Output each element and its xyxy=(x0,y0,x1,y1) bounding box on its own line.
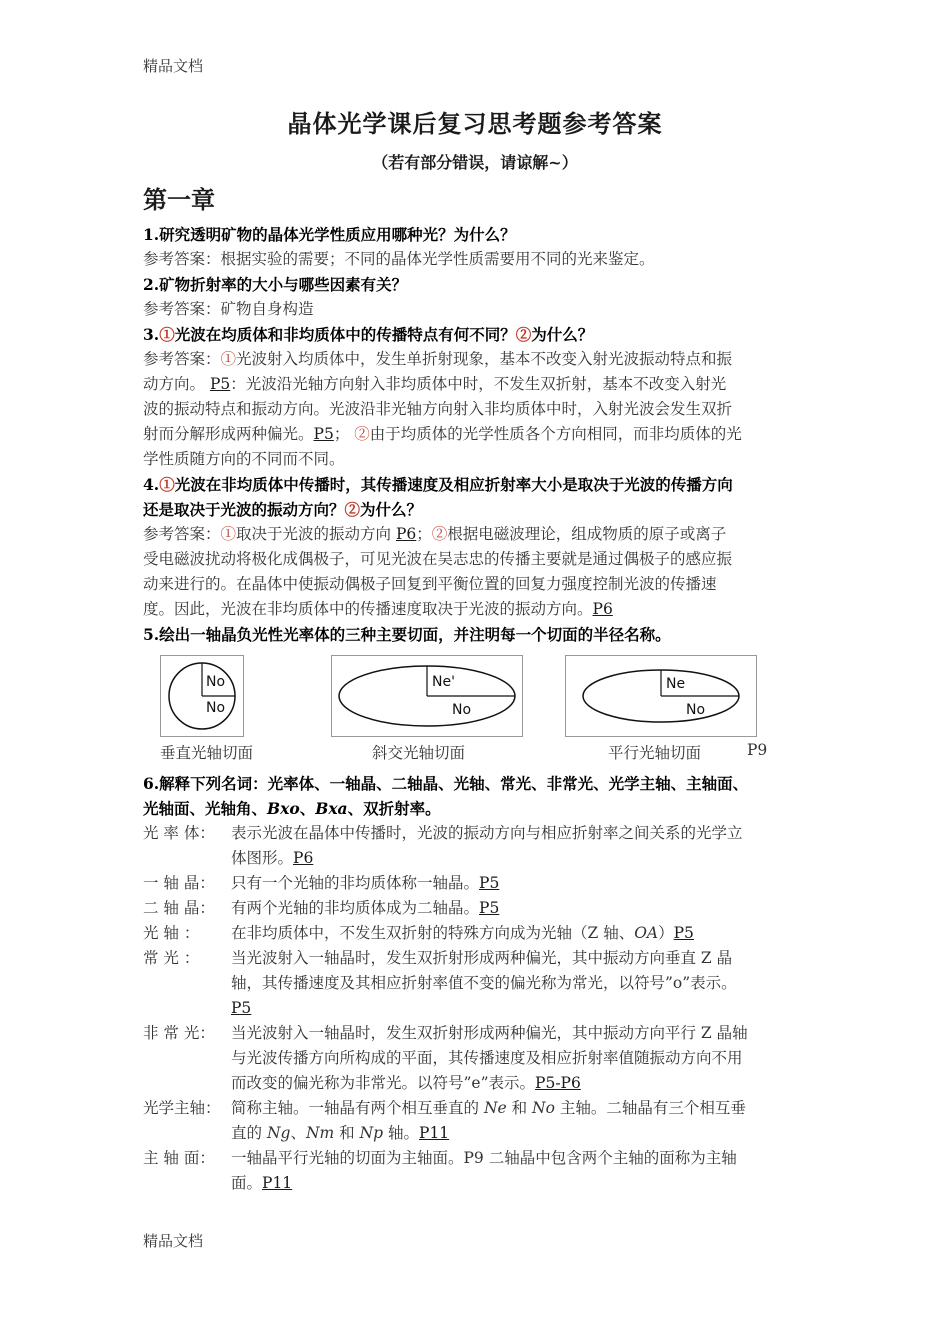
question-5: 5.绘出一轴晶负光性光率体的三种主要切面，并注明每一个切面的半径名称。 xyxy=(143,625,671,644)
question-4-line-2: 还是取决于光波的振动方向？②为什么？ xyxy=(143,500,423,519)
page-ref: P5 xyxy=(231,999,252,1017)
radius-label: No xyxy=(686,702,706,718)
chapter-heading: 第一章 xyxy=(143,185,215,214)
document-body xyxy=(143,222,823,1196)
caption-oblique: 斜交光轴切面 xyxy=(372,744,466,762)
page-ref: P5 xyxy=(313,425,334,443)
perpendicular-section-diagram xyxy=(160,655,244,737)
question-6-line-1: 6.解释下列名词：光率体、一轴晶、二轴晶、光轴、常光、非常光、光学主轴、主轴面、 xyxy=(143,774,749,793)
question-4-line-1: 4.①光波在非均质体中传播时，其传播速度及相应折射率大小是取决于光波的传播方向 xyxy=(143,475,733,494)
term-ordinary-ray: 常 光 ： 当光波射入一轴晶时，发生双折射形成两种偏光，其中振动方向垂直 Z 晶 xyxy=(143,949,733,967)
caption-perpendicular: 垂直光轴切面 xyxy=(160,744,254,762)
term-principal-section: 主 轴 面： 一轴晶平行光轴的切面为主轴面。P9 二轴晶中包含两个主轴的面称为主轴 xyxy=(143,1149,737,1167)
term-extraordinary-ray-cont2: 而改变的偏光称为非常光。以符号”e”表示。P5-P6 xyxy=(231,1074,581,1092)
term-extraordinary-ray: 非 常 光： 当光波射入一轴晶时，发生双折射形成两种偏光，其中振动方向平行 Z 晶轴 xyxy=(143,1024,748,1042)
radius-label: No xyxy=(206,700,226,716)
term-biaxial: 二 轴 晶： 有两个光轴的非均质体成为二轴晶。P5 xyxy=(143,899,500,917)
page-ref: P6 xyxy=(293,849,314,867)
radius-label: Ne xyxy=(666,676,686,692)
question-1: 1.研究透明矿物的晶体光学性质应用哪种光？为什么？ xyxy=(143,225,516,244)
indicatrix-sections xyxy=(143,649,823,741)
page-footer-label: 精品文档 xyxy=(143,1232,204,1250)
radius-label: Ne' xyxy=(432,674,455,690)
question-2: 2.矿物折射率的大小与哪些因素有关？ xyxy=(143,275,408,294)
term-ordinary-ray-cont: 轴，其传播速度及其相应折射率值不变的偏光称为常光，以符号”o”表示。 xyxy=(231,974,737,992)
answer-1: 参考答案：根据实验的需要；不同的晶体光学性质需要用不同的光来鉴定。 xyxy=(143,250,655,268)
page-ref: P5 xyxy=(673,924,694,942)
document-title: 晶体光学课后复习思考题参考答案 xyxy=(287,109,663,138)
answer-3-line-1: 参考答案：①光波射入均质体中，发生单折射现象，基本不改变入射光波振动特点和振 xyxy=(143,350,733,368)
page-ref: P5 xyxy=(479,874,500,892)
question-3: 3.①光波在均质体和非均质体中的传播特点有何不同？②为什么？ xyxy=(143,325,594,344)
page-ref: P6 xyxy=(395,525,417,543)
page-ref: P5-P6 xyxy=(535,1074,581,1092)
answer-3-line-2: 动方向。 P5：光波沿光轴方向射入非均质体中时，不发生双折射，基本不改变入射光 xyxy=(143,375,727,393)
answer-3-line-4: 射而分解形成两种偏光。P5； ②由于均质体的光学性质各个方向相同，而非均质体的光 xyxy=(143,425,742,443)
answer-4-line-1: 参考答案：①取决于光波的振动方向 P6；②根据电磁波理论，组成物质的原子或离子 xyxy=(143,525,727,543)
term-ordinary-ray-ref xyxy=(143,996,823,1021)
term-optic-axis: 光 轴 ： 在非均质体中，不发生双折射的特殊方向成为光轴（Z 轴、OA）P5 xyxy=(143,924,694,942)
page-ref: P6 xyxy=(592,600,613,618)
term-principal-axis-cont: 直的 Ng、Nm 和 Np 轴。P11 xyxy=(231,1124,450,1142)
answer-4-line-4: 度。因此，光波在非均质体中的传播速度取决于光波的振动方向。P6 xyxy=(143,600,613,618)
page-ref: P11 xyxy=(419,1124,450,1142)
diagram-captions xyxy=(143,741,823,771)
radius-label: No xyxy=(206,674,226,690)
answer-3-line-5: 学性质随方向的不同而不同。 xyxy=(143,450,345,468)
answer-4-line-2: 受电磁波扰动将极化成偶极子，可见光波在吴志忠的传播主要就是通过偶极子的感应振 xyxy=(143,550,733,568)
caption-parallel: 平行光轴切面 xyxy=(608,744,702,762)
page-ref: P11 xyxy=(262,1174,293,1192)
page-ref: P5 xyxy=(479,899,500,917)
term-indicatrix: 光 率 体： 表示光波在晶体中传播时，光波的振动方向与相应折射率之间关系的光学立 xyxy=(143,824,743,842)
question-6-line-2: 光轴面、光轴角、Bxo、Bxa、双折射率。 xyxy=(143,799,441,818)
answer-4-line-3: 动来进行的。在晶体中使振动偶极子回复到平衡位置的回复力强度控制光波的传播速 xyxy=(143,575,717,593)
answer-3-line-3: 波的振动特点和振动方向。光波沿非光轴方向射入非均质体中时，入射光波会发生双折 xyxy=(143,400,733,418)
term-extraordinary-ray-cont: 与光波传播方向所构成的平面，其传播速度及相应折射率值随振动方向不用 xyxy=(231,1049,743,1067)
page-ref: P5 xyxy=(209,375,231,393)
page-ref: P9 xyxy=(747,741,768,759)
term-uniaxial: 一 轴 晶： 只有一个光轴的非均质体称一轴晶。P5 xyxy=(143,874,500,892)
term-indicatrix-cont: 体图形。P6 xyxy=(231,849,314,867)
radius-label: No xyxy=(452,702,472,718)
page-header-label: 精品文档 xyxy=(143,57,204,75)
term-principal-axis: 光学主轴： 简称主轴。一轴晶有两个相互垂直的 Ne 和 No 主轴。二轴晶有三个相互垂 xyxy=(143,1099,746,1117)
oblique-section-diagram xyxy=(331,655,523,737)
answer-2: 参考答案：矿物自身构造 xyxy=(143,300,314,318)
term-principal-section-cont: 面。P11 xyxy=(231,1174,293,1192)
document-subtitle: （若有部分错误，请谅解~） xyxy=(372,153,578,172)
parallel-section-diagram xyxy=(565,655,757,737)
